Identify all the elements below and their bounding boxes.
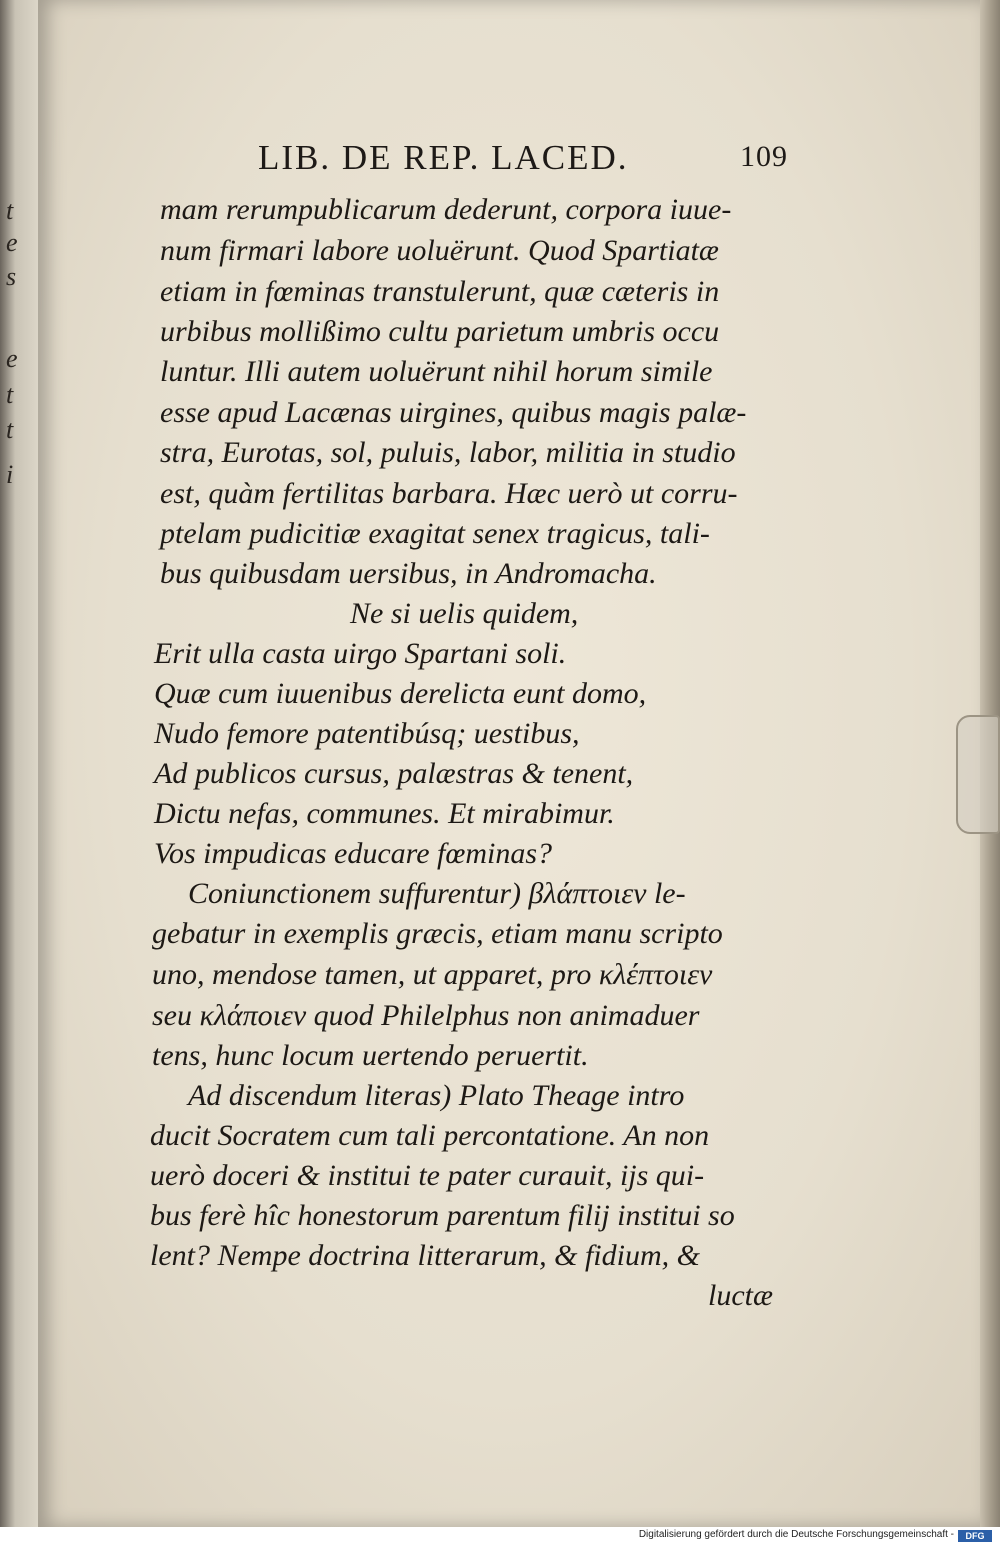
text-line: ptelam pudicitiæ exagitat senex tragicus, tali- <box>160 517 710 550</box>
funding-credit: Digitalisierung gefördert durch die Deutsche Forschungsgemeinschaft - <box>638 1529 954 1540</box>
text-line: urbibus mollißimo cultu parietum umbris occu <box>160 315 720 348</box>
margin-fragment: t <box>6 380 14 409</box>
commentary-line: uno, mendose tamen, ut apparet, pro κλέπτοιεν <box>152 958 713 991</box>
text-line: mam rerumpublicarum dederunt, corpora iuue- <box>160 193 732 226</box>
verse-line: Ad publicos cursus, palæstras & tenent, <box>154 757 634 790</box>
previous-page-edge <box>0 0 38 1527</box>
text-line: esse apud Lacænas uirgines, quibus magis palæ- <box>160 396 747 429</box>
commentary-line: uerò doceri & institui te pater curauit, ijs qui- <box>150 1159 705 1192</box>
text-line: num firmari labore uoluërunt. Quod Spartiatæ <box>160 234 719 267</box>
verse-line: Nudo femore patentibúsq; uestibus, <box>154 717 580 750</box>
footer-bar <box>0 1527 1000 1545</box>
verse-line: Vos impudicas educare fœminas? <box>154 837 553 870</box>
commentary-line: ducit Socratem cum tali percontatione. An non <box>150 1119 710 1152</box>
text-line: luntur. Illi autem uoluërunt nihil horum simile <box>160 355 713 388</box>
page-tab-marker <box>956 715 1000 834</box>
commentary-line: gebatur in exemplis græcis, etiam manu scripto <box>152 917 723 950</box>
commentary-line: bus ferè hîc honestorum parentum filij institui so <box>150 1199 735 1232</box>
text-line: est, quàm fertilitas barbara. Hæc uerò ut corru- <box>160 477 738 510</box>
book-page <box>38 0 980 1527</box>
margin-fragment: e <box>6 344 18 373</box>
commentary-line: Ad discendum literas) Plato Theage intro <box>188 1079 685 1112</box>
commentary-line: seu κλάποιεν quod Philelphus non animaduer <box>152 999 700 1032</box>
verse-line: Ne si uelis quidem, <box>350 597 579 630</box>
verse-line: Erit ulla casta uirgo Spartani soli. <box>154 637 567 670</box>
text-line: stra, Eurotas, sol, puluis, labor, militia in studio <box>160 436 736 469</box>
dfg-logo: DFG <box>958 1530 992 1542</box>
margin-fragment: e <box>6 228 18 257</box>
verse-line: Dictu nefas, communes. Et mirabimur. <box>154 797 615 830</box>
text-line: etiam in fœminas transtulerunt, quæ cæteris in <box>160 275 720 308</box>
commentary-line: tens, hunc locum uertendo peruertit. <box>152 1039 589 1072</box>
verse-line: Quæ cum iuuenibus derelicta eunt domo, <box>154 677 647 710</box>
catchword: luctæ <box>708 1279 773 1312</box>
page-number: 109 <box>740 140 788 173</box>
margin-fragment: t <box>6 196 14 225</box>
margin-fragment: s <box>6 262 17 291</box>
margin-fragment: i <box>6 460 14 489</box>
text-line: bus quibusdam uersibus, in Andromacha. <box>160 557 657 590</box>
commentary-line: lent? Nempe doctrina litterarum, & fidium, & <box>150 1239 700 1272</box>
body-text <box>38 0 980 1527</box>
running-head-title: LIB. DE REP. LACED. <box>258 138 629 177</box>
commentary-line: Coniunctionem suffurentur) βλάπτοιεν le- <box>188 877 686 910</box>
margin-fragment: t <box>6 415 14 444</box>
